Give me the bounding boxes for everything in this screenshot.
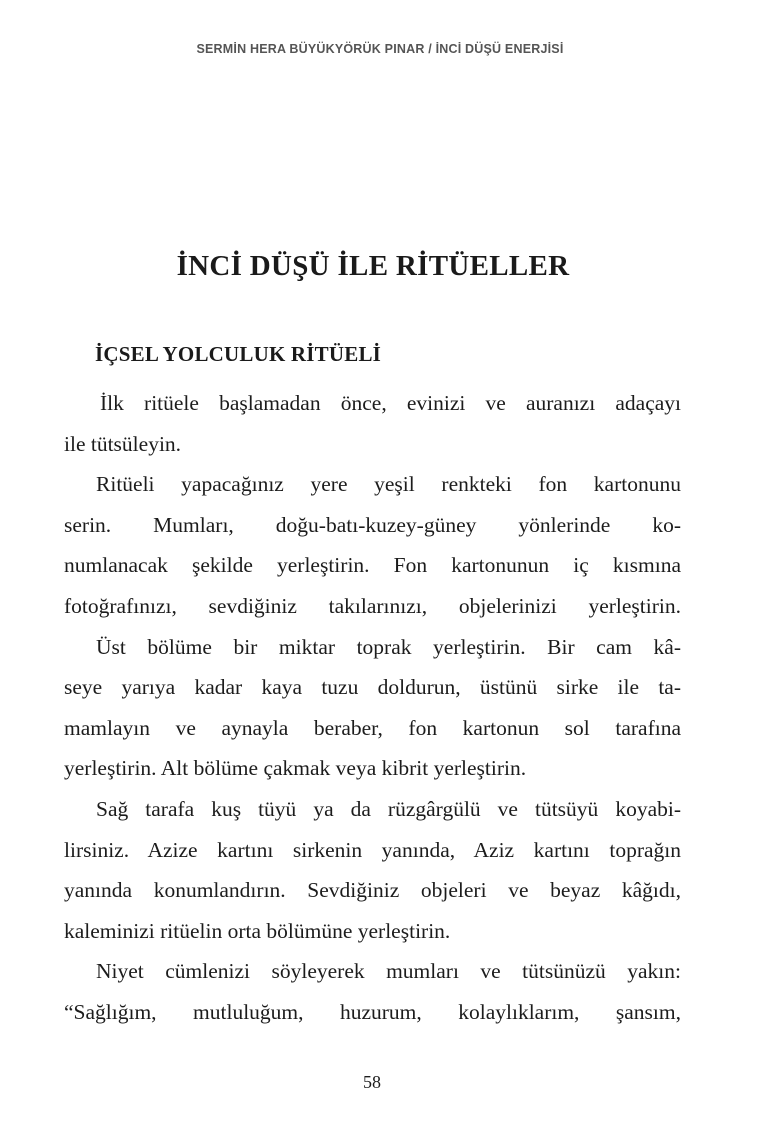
text-line: İlk ritüele başlamadan önce, evinizi ve auranızı adaçayı <box>100 391 681 415</box>
text-line: fotoğrafınızı, sevdiğiniz takılarınızı, objelerinizi yerleştirin. <box>64 593 681 618</box>
text-line: mamlayın ve aynayla beraber, fon kartonun sol tarafına <box>64 715 681 740</box>
text-line: numlanacak şekilde yerleştirin. Fon kartonunun iç kısmına <box>64 553 681 578</box>
text-line: serin. Mumları, doğu-batı-kuzey-güney yönlerinde ko- <box>64 512 681 537</box>
text-line: Ritüeli yapacağınız yere yeşil renkteki fon kartonunu <box>96 472 681 497</box>
text-line: Sağ tarafa kuş tüyü ya da rüzgârgülü ve tütsüyü koyabi- <box>96 796 681 821</box>
page-number: 58 <box>363 1072 381 1092</box>
paragraph-1 <box>64 383 681 464</box>
text-line: kaleminizi ritüelin orta bölümüne yerleştirin. <box>64 918 451 943</box>
text-line: “Sağlığım, mutluluğum, huzurum, kolaylıklarım, şansım, <box>64 999 681 1024</box>
chapter-title: İNCİ DÜŞÜ İLE RİTÜELLER <box>176 250 570 282</box>
paragraph-3 <box>64 627 681 789</box>
text-line: yanında konumlandırın. Sevdiğiniz objeleri ve beyaz kâğıdı, <box>64 878 681 903</box>
text-line: seye yarıya kadar kaya tuzu doldurun, üstünü sirke ile ta- <box>64 675 681 700</box>
body-text <box>64 383 681 1033</box>
paragraph-2 <box>64 464 681 626</box>
text-line: lirsiniz. Azize kartını sirkenin yanında, Aziz kartını toprağın <box>64 837 681 862</box>
running-header: SERMİN HERA BÜYÜKYÖRÜK PINAR / İNCİ DÜŞÜ ENERJİSİ <box>196 42 564 56</box>
paragraph-4 <box>64 789 681 951</box>
text-line: yerleştirin. Alt bölüme çakmak veya kibrit yerleştirin. <box>64 756 527 781</box>
paragraph-5 <box>64 951 681 1032</box>
section-heading: İÇSEL YOLCULUK RİTÜELİ <box>95 342 382 366</box>
text-line: Üst bölüme bir miktar toprak yerleştirin. Bir cam kâ- <box>96 634 681 659</box>
text-line: Niyet cümlenizi söyleyerek mumları ve tütsünüzü yakın: <box>96 959 681 984</box>
text-line: ile tütsüleyin. <box>64 431 182 456</box>
